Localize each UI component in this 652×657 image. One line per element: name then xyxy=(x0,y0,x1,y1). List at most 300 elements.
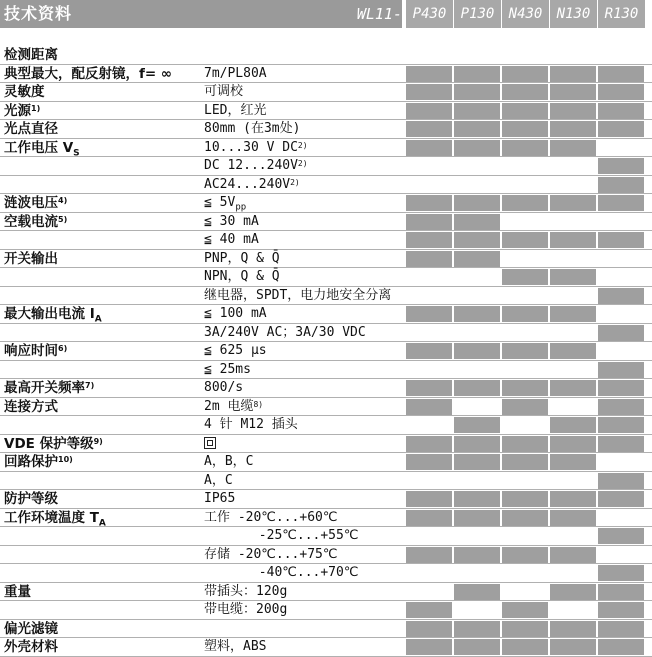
applicability-cell-r130 xyxy=(598,232,644,248)
applicability-cell-p430 xyxy=(406,103,452,119)
applicability-cell-r130 xyxy=(598,288,644,304)
applicability-cell-n430 xyxy=(502,140,548,156)
applicability-cell-r130 xyxy=(598,214,644,230)
spec-row xyxy=(0,564,652,583)
spec-value xyxy=(204,250,280,268)
applicability-cell-p430 xyxy=(406,473,452,489)
spec-value xyxy=(204,83,243,101)
spec-label xyxy=(4,435,103,453)
applicability-cell-n130 xyxy=(550,436,596,452)
applicability-cell-n430 xyxy=(502,177,548,193)
spec-row xyxy=(0,268,652,287)
applicability-cell-p130 xyxy=(454,343,500,359)
spec-label-text: 防护等级 xyxy=(4,491,58,507)
applicability-cell-n430 xyxy=(502,565,548,581)
applicability-cell-n130 xyxy=(550,473,596,489)
applicability-cell-n130 xyxy=(550,584,596,600)
footnote-marker: 8) xyxy=(253,399,264,409)
spec-value-text: -25℃...+55℃ xyxy=(204,528,359,543)
applicability-cell-r130 xyxy=(598,343,644,359)
applicability-cell-p430 xyxy=(406,269,452,285)
spec-value xyxy=(204,416,298,434)
spec-value xyxy=(204,361,251,379)
spec-value-text: 7m/PL80A xyxy=(204,65,267,81)
spec-value xyxy=(204,194,246,212)
applicability-cell-p430 xyxy=(406,232,452,248)
applicability-cell-n130 xyxy=(550,639,596,655)
applicability-cell-p130 xyxy=(454,454,500,470)
applicability-cell-n130 xyxy=(550,103,596,119)
applicability-cell-r130 xyxy=(598,84,644,100)
spec-row xyxy=(0,583,652,602)
applicability-cell-p430 xyxy=(406,621,452,637)
spec-value xyxy=(204,564,358,582)
applicability-cell-p130 xyxy=(454,547,500,563)
applicability-cell-r130 xyxy=(598,584,644,600)
applicability-cell-r130 xyxy=(598,269,644,285)
spec-row xyxy=(0,416,652,435)
applicability-cell-p430 xyxy=(406,140,452,156)
spec-value-text: ≦ 40 mA xyxy=(204,232,259,247)
applicability-cell-p130 xyxy=(454,510,500,526)
applicability-cell-n130 xyxy=(550,547,596,563)
spec-row xyxy=(0,342,652,361)
spec-value xyxy=(204,435,216,453)
spec-value-text: ≦ 30 mA xyxy=(204,213,259,229)
spec-label-text: 典型最大，配反射镜，f= ∞ xyxy=(4,65,173,82)
applicability-cell-p430 xyxy=(406,547,452,563)
series-label: WL11- xyxy=(356,5,402,23)
applicability-cell-n430 xyxy=(502,491,548,507)
spec-value xyxy=(204,213,259,231)
applicability-cell-p130 xyxy=(454,639,500,655)
applicability-cell-n430 xyxy=(502,158,548,174)
applicability-cell-n130 xyxy=(550,417,596,433)
applicability-cell-p430 xyxy=(406,454,452,470)
spec-row xyxy=(0,620,652,639)
spec-value xyxy=(204,638,266,656)
applicability-cell-n130 xyxy=(550,177,596,193)
applicability-cell-n430 xyxy=(502,214,548,230)
spec-value-text: A，B，C xyxy=(204,454,254,469)
applicability-cell-n130 xyxy=(550,565,596,581)
spec-label xyxy=(4,398,58,416)
applicability-cell-n430 xyxy=(502,602,548,618)
applicability-cell-p430 xyxy=(406,565,452,581)
applicability-cell-p130 xyxy=(454,66,500,82)
applicability-cell-r130 xyxy=(598,140,644,156)
applicability-cell-p430 xyxy=(406,639,452,655)
variant-header-r130: R130 xyxy=(598,0,645,28)
spec-row xyxy=(0,83,652,102)
spec-value-text: 带电缆：200g xyxy=(204,602,288,617)
applicability-cell-n130 xyxy=(550,121,596,137)
applicability-cell-n430 xyxy=(502,547,548,563)
spec-value xyxy=(204,398,263,416)
spec-row xyxy=(0,176,652,195)
applicability-cell-n430 xyxy=(502,288,548,304)
spec-value-text: 10...30 V DC xyxy=(204,139,298,155)
spec-value xyxy=(204,472,233,490)
spec-label-text: 光点直径 xyxy=(4,121,58,137)
spec-label xyxy=(4,379,94,397)
applicability-cell-r130 xyxy=(598,195,644,211)
applicability-cell-n430 xyxy=(502,454,548,470)
spec-value-text: ≦ 25ms xyxy=(204,361,251,377)
applicability-cell-n430 xyxy=(502,251,548,267)
applicability-cell-r130 xyxy=(598,325,644,341)
spec-label xyxy=(4,453,73,471)
applicability-cell-r130 xyxy=(598,528,644,544)
footnote-marker: 7) xyxy=(85,381,95,390)
spec-value xyxy=(204,546,337,564)
spec-label-text: 光源 xyxy=(4,102,31,119)
applicability-cell-p130 xyxy=(454,399,500,415)
applicability-cell-p130 xyxy=(454,269,500,285)
applicability-cell-r130 xyxy=(598,158,644,174)
spec-row xyxy=(0,157,652,176)
applicability-cell-p430 xyxy=(406,158,452,174)
applicability-cell-r130 xyxy=(598,639,644,655)
spec-row xyxy=(0,472,652,491)
applicability-cell-r130 xyxy=(598,454,644,470)
applicability-cell-p130 xyxy=(454,436,500,452)
spec-value xyxy=(204,268,280,286)
spec-value xyxy=(204,342,267,360)
applicability-cell-p430 xyxy=(406,380,452,396)
spec-label-text: 开关输出 xyxy=(4,250,58,267)
applicability-cell-p130 xyxy=(454,380,500,396)
applicability-cell-p430 xyxy=(406,47,452,63)
spec-label xyxy=(4,102,40,120)
spec-label xyxy=(4,490,58,508)
spec-label xyxy=(4,213,67,231)
applicability-cell-n130 xyxy=(550,214,596,230)
applicability-cell-p130 xyxy=(454,84,500,100)
applicability-cell-p430 xyxy=(406,121,452,137)
applicability-cell-p430 xyxy=(406,343,452,359)
applicability-cell-n430 xyxy=(502,343,548,359)
applicability-cell-n130 xyxy=(550,195,596,211)
footnote-marker: 10) xyxy=(58,455,73,464)
spec-value xyxy=(204,453,253,471)
applicability-cell-n130 xyxy=(550,269,596,285)
spec-value xyxy=(204,509,337,527)
spec-value-text: IP65 xyxy=(204,491,236,506)
applicability-cell-n430 xyxy=(502,584,548,600)
spec-value xyxy=(204,176,300,194)
table-header xyxy=(0,0,652,30)
applicability-cell-p130 xyxy=(454,140,500,156)
applicability-cell-n130 xyxy=(550,288,596,304)
variant-header-p130: P130 xyxy=(454,0,501,28)
spec-row xyxy=(0,324,652,343)
applicability-cell-r130 xyxy=(598,621,644,637)
applicability-cell-p430 xyxy=(406,214,452,230)
spec-label xyxy=(4,65,172,83)
applicability-cell-r130 xyxy=(598,510,644,526)
applicability-cell-r130 xyxy=(598,103,644,119)
applicability-cell-n430 xyxy=(502,103,548,119)
spec-value-text: PNP，Q & Q̄ xyxy=(204,250,280,266)
spec-row xyxy=(0,305,652,324)
spec-row xyxy=(0,546,652,565)
applicability-cell-p130 xyxy=(454,306,500,322)
spec-value xyxy=(204,490,235,508)
applicability-cell-n430 xyxy=(502,121,548,137)
spec-value-text: 3A/240V AC；3A/30 VDC xyxy=(204,324,366,340)
spec-label xyxy=(4,46,58,64)
spec-label-text: 空载电流 xyxy=(4,213,58,230)
spec-label-text: 最大输出电流 I xyxy=(4,306,95,322)
spec-value-text: 存储 -20℃...+75℃ xyxy=(204,546,338,562)
applicability-cell-n430 xyxy=(502,473,548,489)
spec-label-subscript: S xyxy=(73,148,80,159)
spec-row xyxy=(0,453,652,472)
applicability-cell-r130 xyxy=(598,306,644,322)
spec-value xyxy=(204,527,358,545)
applicability-cell-n430 xyxy=(502,325,548,341)
applicability-cell-n130 xyxy=(550,66,596,82)
applicability-cell-r130 xyxy=(598,177,644,193)
applicability-cell-n430 xyxy=(502,510,548,526)
footnote-marker: 5) xyxy=(58,214,68,224)
applicability-cell-p430 xyxy=(406,362,452,378)
spec-label xyxy=(4,638,58,656)
applicability-cell-r130 xyxy=(598,473,644,489)
applicability-cell-n130 xyxy=(550,140,596,156)
spec-value-text: 4 针 M12 插头 xyxy=(204,417,298,432)
applicability-cell-p430 xyxy=(406,584,452,600)
spec-row xyxy=(0,490,652,509)
applicability-cell-n130 xyxy=(550,399,596,415)
spec-value-text: NPN，Q & Q̄ xyxy=(204,269,280,284)
variant-header-n130: N130 xyxy=(550,0,597,28)
spec-label-text: 工作环境温度 T xyxy=(4,509,99,526)
variant-header-p430: P430 xyxy=(406,0,453,28)
applicability-cell-p130 xyxy=(454,47,500,63)
applicability-cell-p430 xyxy=(406,417,452,433)
applicability-cell-n130 xyxy=(550,510,596,526)
applicability-cell-n130 xyxy=(550,251,596,267)
spec-row xyxy=(0,601,652,620)
applicability-cell-n430 xyxy=(502,306,548,322)
spec-value-text: 继电器，SPDT，电力地安全分离 xyxy=(204,287,392,303)
spec-label xyxy=(4,342,67,360)
applicability-cell-r130 xyxy=(598,565,644,581)
spec-value-text: 可调校 xyxy=(204,84,244,99)
spec-label-text: 最高开关频率 xyxy=(4,380,85,396)
footnote-marker: 6) xyxy=(58,344,68,353)
footnote-marker: 9) xyxy=(93,436,103,446)
spec-row xyxy=(0,120,652,139)
applicability-cell-p130 xyxy=(454,288,500,304)
spec-value xyxy=(204,157,308,175)
applicability-cell-p130 xyxy=(454,417,500,433)
spec-label xyxy=(4,83,45,101)
spec-value xyxy=(204,601,287,619)
applicability-cell-n430 xyxy=(502,84,548,100)
applicability-cell-n130 xyxy=(550,454,596,470)
spec-label-text: VDE 保护等级 xyxy=(4,435,94,452)
applicability-cell-p430 xyxy=(406,325,452,341)
spec-value xyxy=(204,139,308,157)
footnote-marker: 2) xyxy=(297,140,308,150)
spec-value xyxy=(204,583,287,601)
spec-label xyxy=(4,620,58,638)
applicability-cell-p130 xyxy=(454,528,500,544)
spec-label-text: 外壳材料 xyxy=(4,639,58,655)
spec-row xyxy=(0,65,652,84)
applicability-cell-n130 xyxy=(550,621,596,637)
spec-row xyxy=(0,361,652,380)
spec-row xyxy=(0,250,652,269)
applicability-cell-p130 xyxy=(454,251,500,267)
footnote-marker: 2) xyxy=(290,177,300,187)
applicability-cell-p130 xyxy=(454,473,500,489)
applicability-cell-r130 xyxy=(598,380,644,396)
spec-value xyxy=(204,324,366,342)
applicability-cell-r130 xyxy=(598,547,644,563)
applicability-cell-p430 xyxy=(406,251,452,267)
applicability-cell-p430 xyxy=(406,602,452,618)
applicability-cell-n430 xyxy=(502,639,548,655)
spec-value-text: -40℃...+70℃ xyxy=(204,565,359,580)
spec-row xyxy=(0,139,652,158)
spec-value-text: ≦ 625 μs xyxy=(204,343,267,358)
applicability-cell-p130 xyxy=(454,232,500,248)
applicability-cell-n130 xyxy=(550,528,596,544)
spec-label xyxy=(4,305,102,323)
spec-value-text: ≦ 5V xyxy=(204,195,236,210)
applicability-cell-p130 xyxy=(454,565,500,581)
spec-label-text: 响应时间 xyxy=(4,343,58,359)
applicability-cell-p130 xyxy=(454,121,500,137)
spec-row xyxy=(0,102,652,121)
spec-value-text: ≦ 100 mA xyxy=(204,306,267,321)
spec-value-text: 2m 电缆 xyxy=(204,398,254,414)
spec-label-text: 涟波电压 xyxy=(4,195,58,211)
spec-value xyxy=(204,287,391,305)
page-title: 技术资料 xyxy=(0,0,402,28)
spec-value xyxy=(204,120,300,138)
applicability-cell-p130 xyxy=(454,325,500,341)
spec-label xyxy=(4,194,67,212)
applicability-cell-n130 xyxy=(550,343,596,359)
spec-value-text: 带插头：120g xyxy=(204,583,288,599)
applicability-cell-p430 xyxy=(406,84,452,100)
spec-value-text: 塑料，ABS xyxy=(204,639,267,654)
spec-value xyxy=(204,102,266,120)
spec-value-text: 800/s xyxy=(204,380,244,395)
applicability-cell-p430 xyxy=(406,528,452,544)
spec-row xyxy=(0,527,652,546)
spec-label xyxy=(4,139,80,157)
spec-row xyxy=(0,435,652,454)
applicability-cell-n130 xyxy=(550,362,596,378)
applicability-cell-p130 xyxy=(454,584,500,600)
applicability-cell-p130 xyxy=(454,491,500,507)
applicability-cell-r130 xyxy=(598,417,644,433)
applicability-cell-p430 xyxy=(406,510,452,526)
applicability-cell-r130 xyxy=(598,47,644,63)
protection-class-icon xyxy=(204,437,216,449)
applicability-cell-p430 xyxy=(406,177,452,193)
applicability-cell-p130 xyxy=(454,621,500,637)
spec-value xyxy=(204,65,267,83)
applicability-cell-n430 xyxy=(502,362,548,378)
spec-row xyxy=(0,398,652,417)
applicability-cell-r130 xyxy=(598,251,644,267)
spec-value-subscript: pp xyxy=(235,202,247,213)
spec-label-text: 重量 xyxy=(4,583,31,600)
applicability-cell-r130 xyxy=(598,602,644,618)
spec-row xyxy=(0,287,652,306)
applicability-cell-n430 xyxy=(502,436,548,452)
spec-row xyxy=(0,213,652,232)
spec-label-text: 检测距离 xyxy=(4,47,58,63)
applicability-cell-n130 xyxy=(550,380,596,396)
spec-row xyxy=(0,638,652,657)
spec-row xyxy=(0,194,652,213)
spec-row xyxy=(0,379,652,398)
applicability-cell-n430 xyxy=(502,399,548,415)
applicability-cell-n130 xyxy=(550,602,596,618)
applicability-cell-n130 xyxy=(550,47,596,63)
applicability-cell-n130 xyxy=(550,306,596,322)
applicability-cell-n130 xyxy=(550,84,596,100)
applicability-cell-n130 xyxy=(550,158,596,174)
spec-value xyxy=(204,379,243,397)
applicability-cell-p430 xyxy=(406,195,452,211)
spec-label-text: 工作电压 V xyxy=(4,139,74,156)
spec-label-text: 连接方式 xyxy=(4,398,58,415)
applicability-cell-n430 xyxy=(502,269,548,285)
spec-table xyxy=(0,46,652,657)
applicability-cell-r130 xyxy=(598,362,644,378)
applicability-cell-p130 xyxy=(454,103,500,119)
applicability-cell-r130 xyxy=(598,121,644,137)
spec-row xyxy=(0,509,652,528)
spec-label-text: 灵敏度 xyxy=(4,84,45,100)
applicability-cell-p130 xyxy=(454,602,500,618)
applicability-cell-n430 xyxy=(502,621,548,637)
spec-value-text: LED，红光 xyxy=(204,102,267,118)
spec-row xyxy=(0,231,652,250)
applicability-cell-n130 xyxy=(550,232,596,248)
applicability-cell-r130 xyxy=(598,399,644,415)
applicability-cell-p130 xyxy=(454,214,500,230)
applicability-cell-n430 xyxy=(502,380,548,396)
applicability-cell-p430 xyxy=(406,288,452,304)
applicability-cell-n430 xyxy=(502,232,548,248)
applicability-cell-n130 xyxy=(550,491,596,507)
spec-label-subscript: A xyxy=(94,314,102,325)
applicability-cell-p130 xyxy=(454,177,500,193)
applicability-cell-n130 xyxy=(550,325,596,341)
spec-label xyxy=(4,509,106,527)
spec-row xyxy=(0,46,652,65)
footnote-marker: 2) xyxy=(297,159,308,168)
footnote-marker: 1) xyxy=(31,103,41,113)
spec-value-text: 工作 -20℃...+60℃ xyxy=(204,509,338,525)
spec-label xyxy=(4,250,58,268)
applicability-cell-r130 xyxy=(598,436,644,452)
spec-value xyxy=(204,305,267,323)
applicability-cell-r130 xyxy=(598,491,644,507)
applicability-cell-p430 xyxy=(406,491,452,507)
applicability-cell-n430 xyxy=(502,528,548,544)
